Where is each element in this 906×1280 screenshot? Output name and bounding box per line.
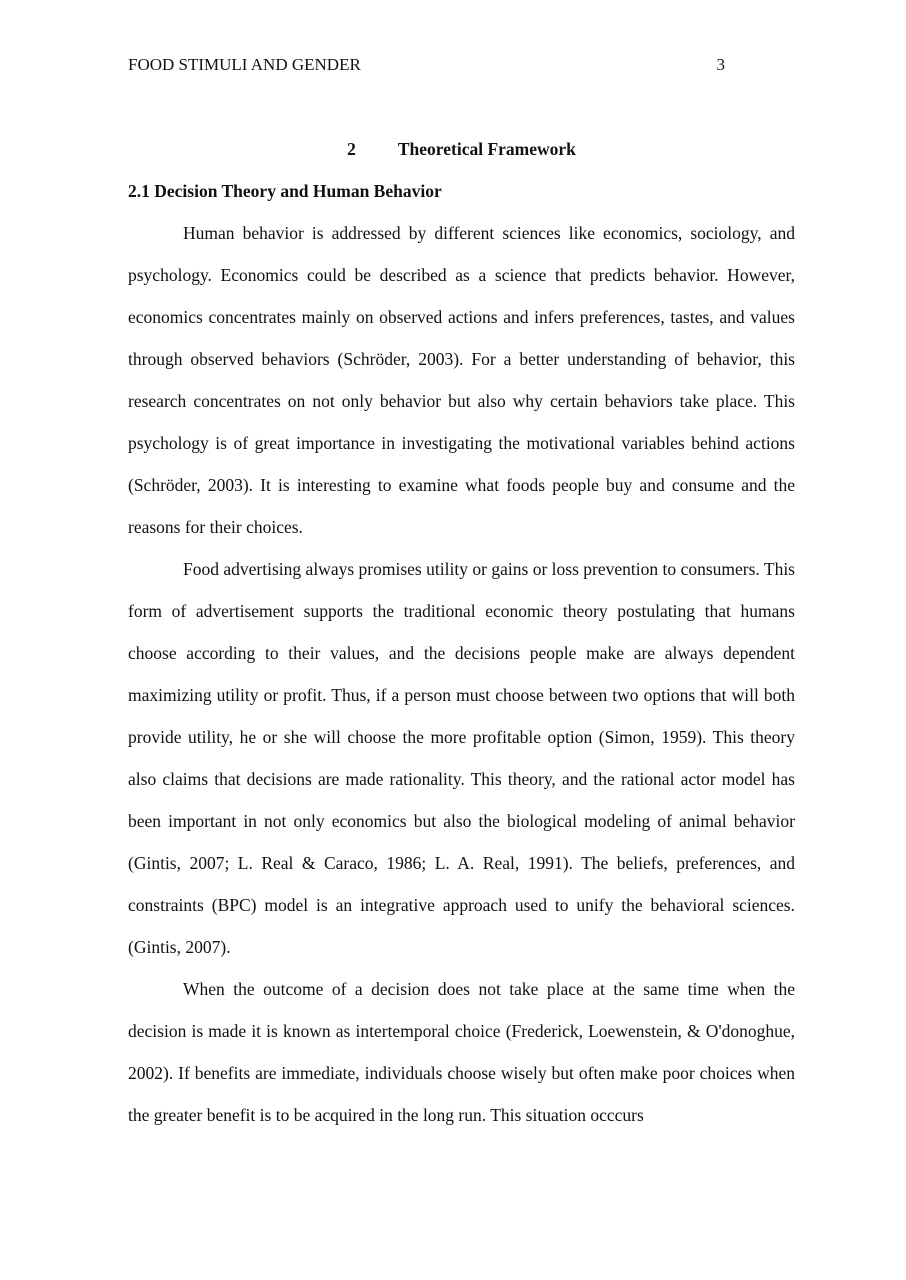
paragraph-3: When the outcome of a decision does not take place at the same time when the decision is made it is known as intertemporal choice (Frederick, Loewenstein, & O'donoghue, 2002). If benefits are immediate, individuals choose wisely but often make poor choices when the greater benefit is to be acquired in the long run. This situation occcurs [128, 979, 795, 1125]
chapter-heading [128, 128, 795, 170]
chapter-title: Theoretical Framework [397, 139, 576, 159]
paragraph-1: Human behavior is addressed by different sciences like economics, sociology, and psychology. Economics could be described as a science that predicts behavior. However, economics concentrates mainly on observed actions and infers preferences, tastes, and values through observed behaviors (Schröder, 2003). For a better understanding of behavior, this research concentrates on not only behavior but also why certain behaviors take place. This psychology is of great importance in investigating the motivational variables behind actions (Schröder, 2003). It is interesting to examine what foods people buy and consume and the reasons for their choices. [128, 223, 795, 537]
running-head: FOOD STIMULI AND GENDER [128, 55, 361, 74]
page-number: 3 [716, 55, 725, 74]
section-heading: 2.1 Decision Theory and Human Behavior [128, 181, 442, 201]
chapter-number: 2 [347, 139, 356, 159]
running-header [128, 54, 795, 76]
paragraph-2: Food advertising always promises utility or gains or loss prevention to consumers. This form of advertisement supports the traditional economic theory postulating that humans choose according to their values, and the decisions people make are always dependent maximizing utility or profit. Thus, if a person must choose between two options that will both provide utility, he or she will choose the more profitable option (Simon, 1959). This theory also claims that decisions are made rationality. This theory, and the rational actor model has been important in not only economics but also the biological modeling of animal behavior (Gintis, 2007; L. Real & Caraco, 1986; L. A. Real, 1991). The beliefs, preferences, and constraints (BPC) model is an integrative approach used to unify the behavioral sciences. (Gintis, 2007). [128, 559, 795, 957]
